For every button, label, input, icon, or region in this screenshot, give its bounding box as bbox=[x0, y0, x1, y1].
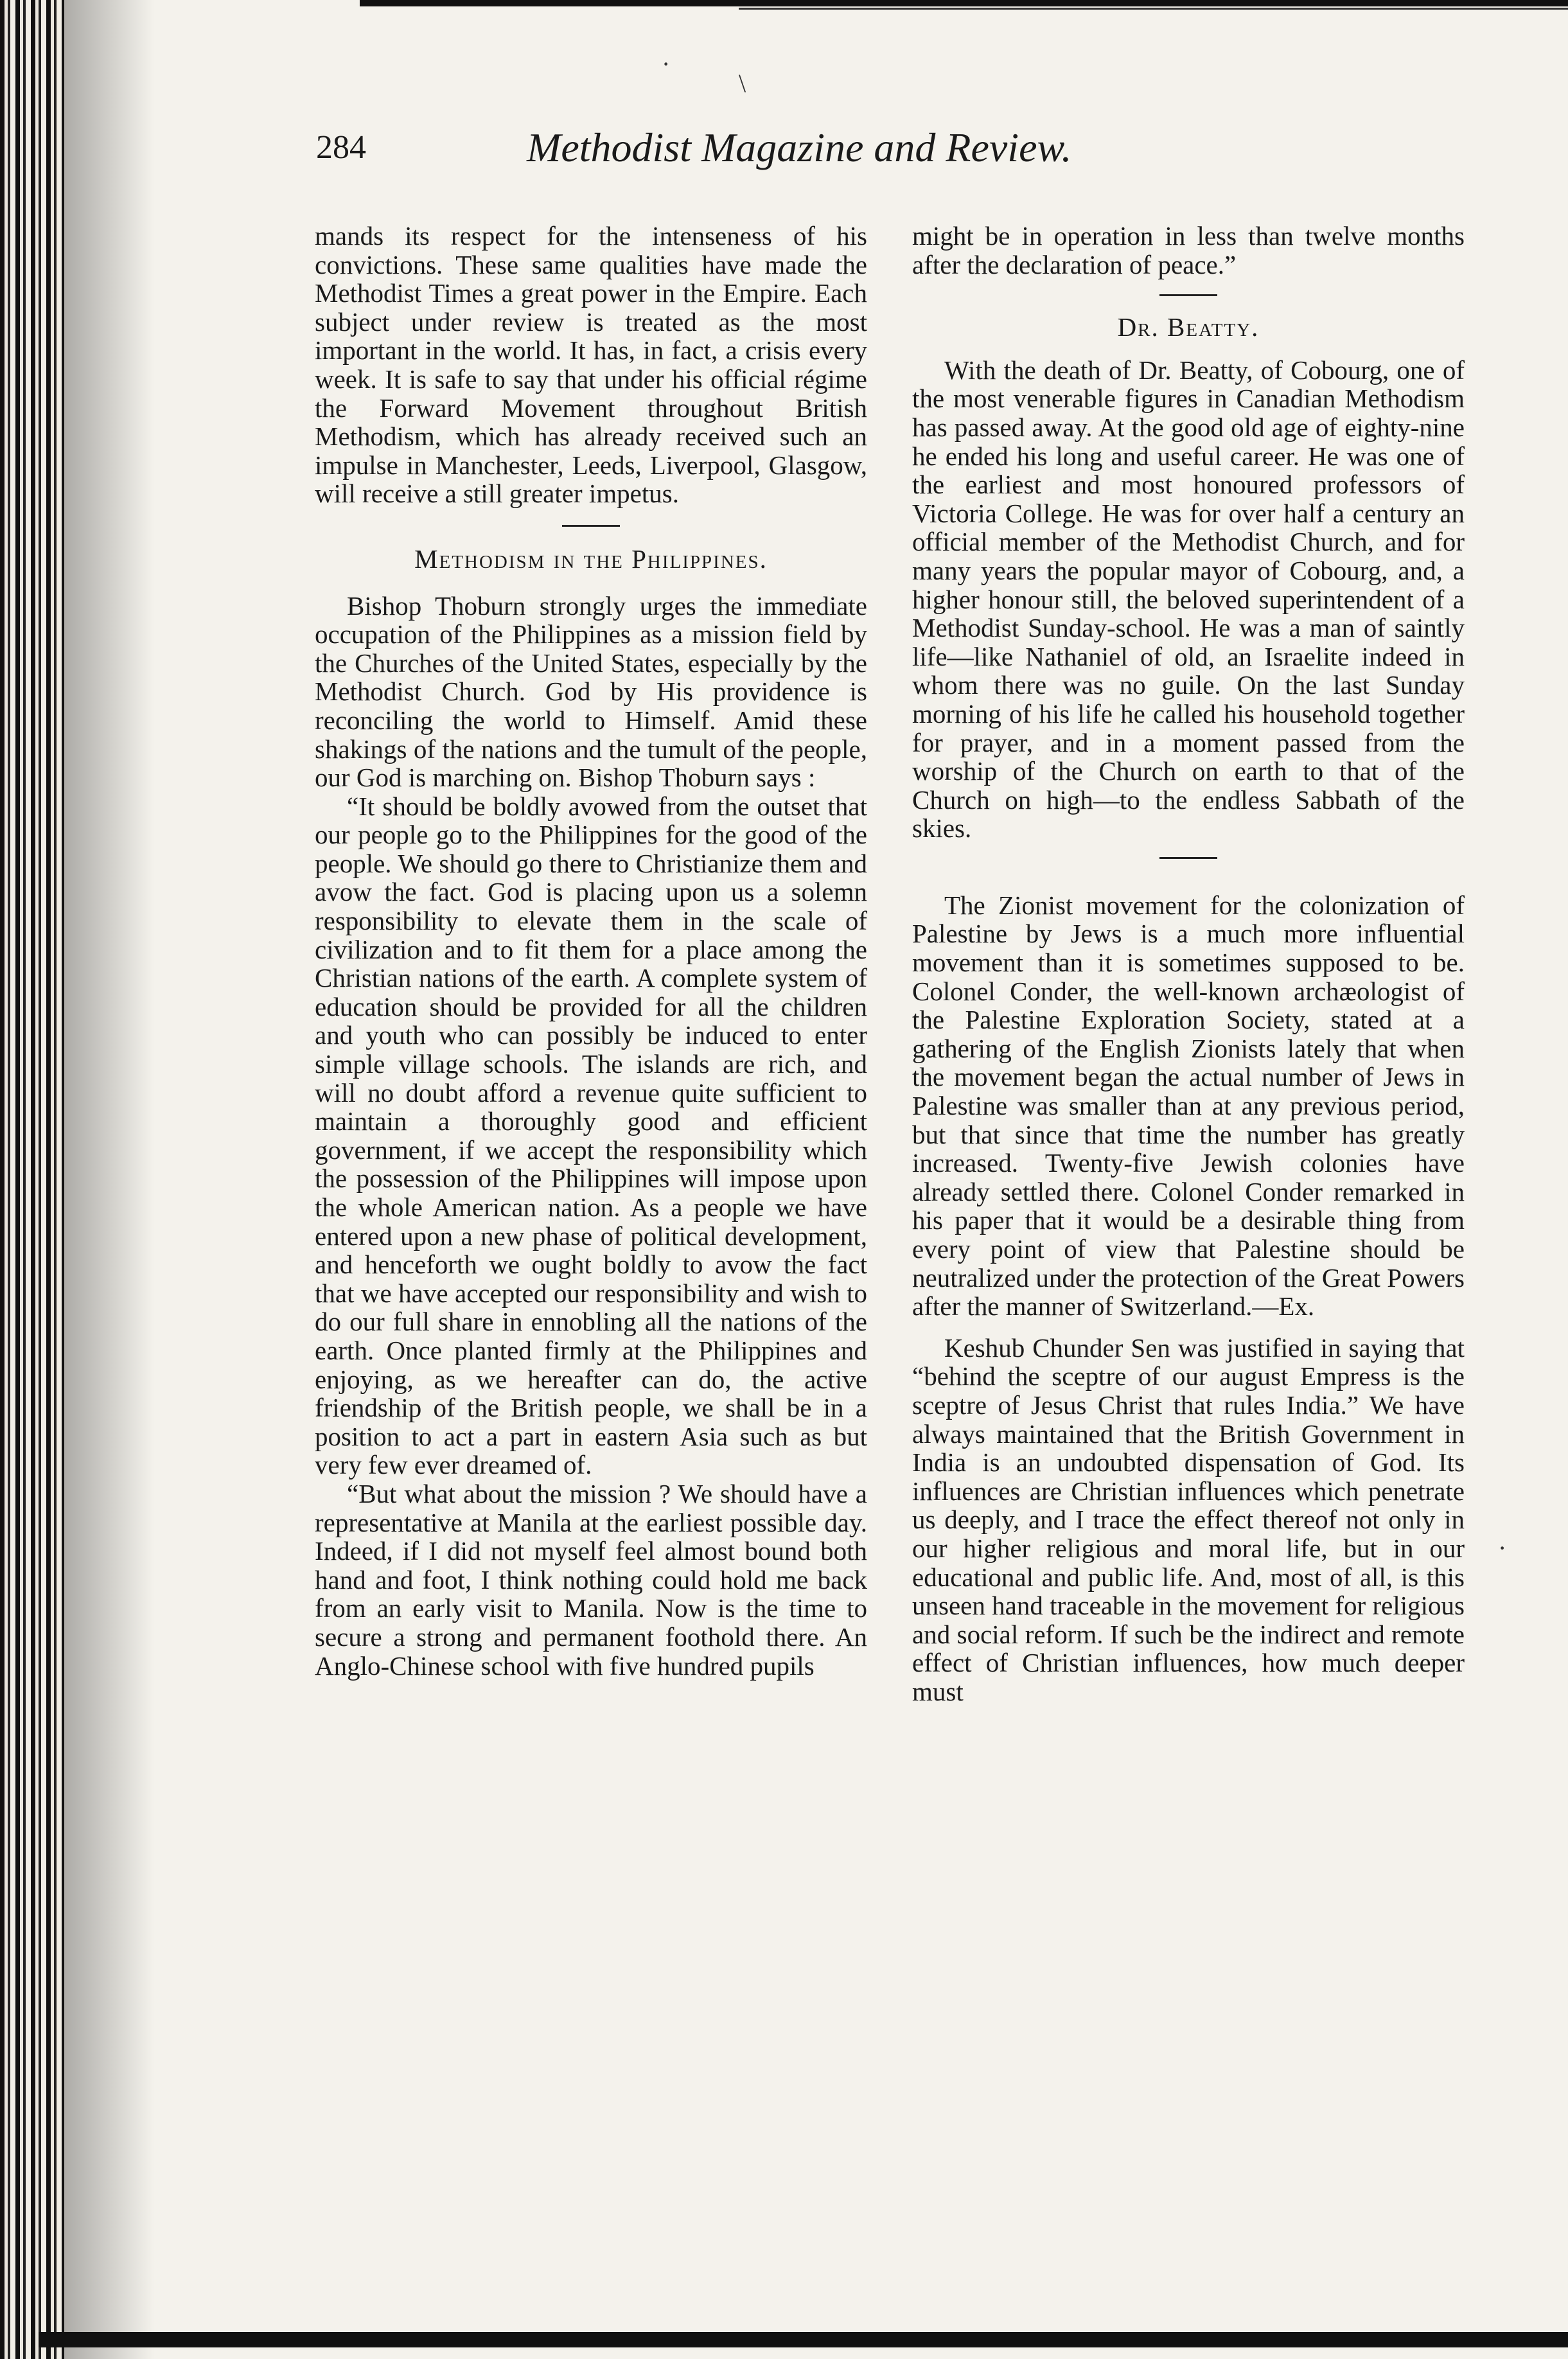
binding-shadow bbox=[64, 0, 154, 2359]
speck-mark: \ bbox=[739, 69, 746, 98]
left-paragraph-2: Bishop Thoburn strongly urges the immediate occupation of the Philippines as a mission field by the Churches of the United States, especially by the Methodist Church. God by His providence is reconciling the world to Himself. Amid these shakings of the nations and the tumult of the people, our God is marching on. Bishop Thoburn says : bbox=[315, 590, 867, 793]
right-paragraph-1: might be in operation in less than twelve months after the declaration of peace.” bbox=[912, 221, 1465, 279]
right-paragraph-3: The Zionist movement for the colonization of Palestine by Jews is a much more influential movement than it is sometimes supposed to be. Colonel Conder, the well-known archæologist of the Palestine Exploration Society, stated at a gathering of the English Zionists lately that when the movement began the actual number of Jews in Palestine was smaller than at any previous period, but that since that time the number has greatly increased. Twenty-five Jewish colonies have already settled there. Colonel Conder remarked in his paper that it would be a desirable thing from every point of view that Palestine should be neutralized under the protection of the Great Powers after the manner of Switzerland.—Ex. bbox=[912, 890, 1465, 1321]
speck-mark: · bbox=[662, 49, 671, 78]
top-border-rule bbox=[360, 0, 1568, 6]
left-column bbox=[315, 222, 867, 1680]
left-paragraph-1: mands its respect for the intenseness of his convictions. These same qualities have made the Methodist Times a great power in the Empire. Each subject under review is treated as the most important in the world. It has, in fact, a crisis every week. It is safe to say that under his official régime the Forward Movement throughout British Methodism, which has already received such an impulse in Manchester, Leeds, Liverpool, Glasgow, will receive a still greater impetus. bbox=[315, 221, 867, 509]
section-heading-dr-beatty: Dr. Beatty. bbox=[1117, 312, 1260, 342]
running-title: Methodist Magazine and Review. bbox=[527, 125, 1072, 170]
left-paragraph-3: “It should be boldly avowed from the outset that our people go to the Philippines for the good of the people. We should go there to Christianize them and avow the fact. God is placing upon us a solemn responsibility to elevate them in the scale of civilization and to fit them for a place among the Christian nations of the earth. A complete system of education should be provided for all the children and youth who can possibly be induced to enter simple village schools. The islands are rich, and will no doubt afford a revenue quite sufficient to maintain a thoroughly good and efficient government, if we accept the responsibility which the possession of the Philippines will impose upon the whole American nation. As a people we have entered upon a new phase of political development, and henceforth we ought boldly to avow the fact that we have accepted our responsibility and wish to do our full share in ennobling all the nations of the earth. Once planted firmly at the Philippines and enjoying, as we hereafter can do, the active friendship of the British people, we shall be in a position to act a part in eastern Asia such as but very few ever dreamed of. bbox=[315, 791, 867, 1480]
left-paragraph-4: “But what about the mission ? We should have a representative at Manila at the earliest possible day. Indeed, if I did not myself feel almost bound both hand and foot, I think nothing could hold me back from an early visit to Manila. Now is the time to secure a strong and permanent foothold there. An Anglo-Chinese school with five hundred pupils bbox=[315, 1478, 867, 1681]
page-number: 284 bbox=[316, 129, 366, 166]
section-heading-philippines: Methodism in the Philippines. bbox=[414, 543, 768, 574]
top-border-thin-rule bbox=[739, 8, 1568, 10]
right-paragraph-4: Keshub Chunder Sen was justified in saying that “behind the sceptre of our august Empress is the sceptre of Jesus Christ that rules India.” We have always maintained that the British Government in India is an undoubted dispensation of God. Its influences are Christian influences which penetrate us deeply, and I trace the effect thereof not only in our higher religious and moral life, but in our educational and public life. And, most of all, is this unseen hand traceable in the movement for religious and social reform. If such be the indirect and remote effect of Christian influences, how much deeper must bbox=[912, 1332, 1465, 1706]
right-column bbox=[912, 222, 1465, 1706]
bottom-border-rule bbox=[39, 2332, 1568, 2347]
book-binding-edge bbox=[0, 0, 64, 2359]
speck-mark: · bbox=[1498, 1533, 1507, 1562]
right-paragraph-2: With the death of Dr. Beatty, of Cobourg, one of the most venerable figures in Canadian Methodism has passed away. At the good old age of eighty-nine he ended his long and useful career. He was one of the earliest and most honoured professors of Victoria College. He was for over half a century an official member of the Methodist Church, and for many years the popular mayor of Cobourg, and, a higher honour still, the beloved superintendent of a Methodist Sunday-school. He was a man of saintly life—like Nathaniel of old, an Israelite indeed in whom there was no guile. On the last Sunday morning of his life he called his household together for prayer, and in a moment passed from the worship of the Church on earth to that of the Church on high—to the endless Sabbath of the skies. bbox=[912, 355, 1465, 844]
